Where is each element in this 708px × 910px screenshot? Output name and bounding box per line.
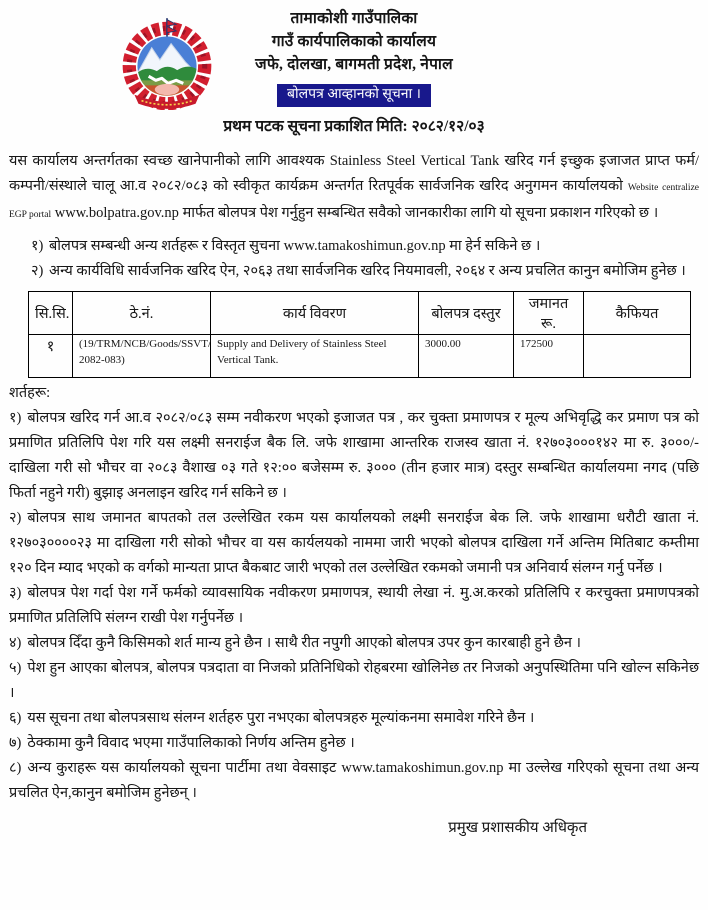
term-text: पेश हुन आएका बोलपत्र, बोलपत्र पत्रदाता वा निजको प्रतिनिधिको रोहबरमा खोलिनेछ तर निजको अनुपस्थितिमा पनि खोल्न सकिनेछ । — [9, 660, 699, 701]
nepal-emblem-logo — [114, 16, 220, 110]
term-number: ८) — [9, 760, 22, 776]
intro-seg3: मार्फत बोलपत्र पेश गर्नुहुन सम्बन्धित सवैको जानकारीका लागि यो सूचना प्रकाशन गरिएको छ । — [182, 205, 659, 221]
term-text: ठेक्कामा कुनै विवाद भएमा गाउँपालिकाको निर्णय अन्तिम हुनेछ । — [27, 735, 355, 751]
cell-contract-no: (19/TRM/NCB/Goods/SSVT/ 2082-083) — [73, 335, 211, 378]
term-item-4 — [9, 631, 699, 656]
term-text: बोलपत्र पेश गर्दा पेश गर्ने फर्मको व्यावसायिक नवीकरण प्रमाणपत्र, स्थायी लेखा नं. मु.अ.करको प्रतिलिपि र करचुक्ता प्रमाणपत्रको प्रमाणित प्रतिलिपि संलग्न राखी पेश गर्नुपर्नेछ । — [9, 585, 699, 626]
publish-date-line: प्रथम पटक सूचना प्रकाशित मिति: २०८२/१२/०३ — [223, 118, 485, 135]
col-header-work-description: कार्य विवरण — [211, 292, 419, 335]
notice-item-1 — [31, 234, 699, 259]
table-header-row — [29, 292, 691, 335]
terms-heading: शर्तहरू: — [9, 385, 51, 401]
cell-bid-fee: 3000.00 — [419, 335, 514, 378]
notice-number: १) — [31, 238, 44, 254]
municipality-website-url: www.tamakoshimun.gov.np — [283, 238, 446, 254]
term-item-7 — [9, 731, 699, 756]
notice-title-banner: बोलपत्र आव्हानको सूचना । — [277, 84, 431, 107]
table-row — [29, 335, 691, 378]
cell-remarks — [584, 335, 691, 378]
term-item-2 — [9, 506, 699, 581]
notice-text: अन्य कार्यविधि सार्वजनिक खरिद ऐन, २०६३ तथा सार्वजनिक खरिद नियमावली, २०६४ र अन्य प्रचलित कानुन बमोजिम हुनेछ । — [49, 263, 686, 279]
term-number: २) — [9, 510, 22, 526]
term-number: ३) — [9, 585, 22, 601]
col-header-serial: सि.सि. — [29, 292, 73, 335]
bolpatra-url: www.bolpatra.gov.np — [51, 205, 183, 221]
terms-list — [9, 406, 699, 806]
term-number: ७) — [9, 735, 22, 751]
notice-text-tail: मा हेर्न सकिने छ । — [445, 238, 541, 254]
term-item-5 — [9, 656, 699, 706]
cell-work-description: Supply and Delivery of Stainless Steel Vertical Tank. — [211, 335, 419, 378]
term-text: यस सूचना तथा बोलपत्रसाथ संलग्न शर्तहरु पुरा नभएका बोलपत्रहरु मूल्यांकनमा समावेश गरिने छैन । — [27, 710, 535, 726]
col-header-deposit: जमानत रू. — [514, 292, 584, 335]
term-text: बोलपत्र साथ जमानत बापतको तल उल्लेखित रकम यस कार्यालयको लक्ष्मी सनराईज बेक लि. जफे शाखामा धरौटी खाता नं. १२७०३००००२३ मा दाखिला गरी सोको भौचर वा यस कार्यलयको नाममा जारी भएको बोलपत्र दाखिला गर्ने अन्तिम मितिबाट कम्तीमा १२० दिन म्याद भएको क वर्गको मान्यता प्राप्त बैकबाट जारी भएको तल उल्लेखित रकमको जमानी पत्र अनिवार्य संलग्न गर्नु पर्नेछ । — [9, 510, 699, 576]
term-number: ४) — [9, 635, 22, 651]
municipality-name: तामाकोशी गाउँपालिका — [290, 10, 418, 27]
term-number: ६) — [9, 710, 22, 726]
tender-table — [28, 291, 691, 378]
egp-portal-label: Website centralize EGP portal — [9, 183, 700, 220]
term-text: बोलपत्र खरिद गर्न आ.व २०८२/०८३ सम्म नवीकरण भएको इजाजत पत्र , कर चुक्ता प्रमाणपत्र र मूल्य अभिवृद्धि कर प्रमाण पत्र को प्रमाणित प्रतिलिपि पेश गरि यस लक्ष्मी सनराईज बैक लि. जफे शाखामा आन्तरिक राजस्व खाता नं. १२७०३०००१४२ मा रु. ३०००/- दाखिला गरी सो भौचर वा २०८३ वैशाख ०३ गते १२:०० बजेसम्म रु. ३००० (तीन हजार मात्र) दस्तुर सम्बन्धित कार्यालयमा नगद (पछि फिर्ता नहुने गरी) बुझाइ अनलाइन खरिद गर्न सकिने छ । — [9, 410, 699, 501]
col-header-remarks: कैफियत — [584, 292, 691, 335]
document-header — [0, 0, 708, 136]
tender-item-name: Stainless Steel Vertical Tank — [329, 153, 500, 169]
banner-row — [0, 84, 708, 107]
col-header-contract-no: ठे.नं. — [73, 292, 211, 335]
term-item-3 — [9, 581, 699, 631]
cell-deposit: 172500 — [514, 335, 584, 378]
term-item-6 — [9, 706, 699, 731]
term-text: अन्य कुराहरू यस कार्यालयको सूचना पार्टीमा तथा वेवसाइट — [27, 760, 342, 776]
notice-list — [31, 234, 699, 284]
notice-text: बोलपत्र सम्बन्धी अन्य शर्तहरू र विस्तृत सुचना — [49, 238, 284, 254]
signatory-title: प्रमुख प्रशासकीय अधिकृत — [448, 820, 587, 836]
term-item-1 — [9, 406, 699, 506]
term-number: ५) — [9, 660, 22, 676]
office-name: गाउँ कार्यपालिकाको कार्यालय — [271, 33, 437, 50]
municipality-website-url: www.tamakoshimun.gov.np — [341, 760, 504, 776]
col-header-bid-fee: बोलपत्र दस्तुर — [419, 292, 514, 335]
office-address: जफे, दोलखा, बागमती प्रदेश, नेपाल — [255, 56, 453, 73]
term-number: १) — [9, 410, 22, 426]
term-text: बोलपत्र दिँदा कुनै किसिमको शर्त मान्य हुने छैन । साथै रीत नपुगी आएको बोलपत्र उपर कुन कारबाही हुने छैन । — [27, 635, 582, 651]
intro-paragraph — [9, 149, 699, 228]
term-item-8 — [9, 756, 699, 806]
document-body — [0, 149, 708, 837]
cell-serial: १ — [29, 335, 73, 378]
notice-item-2 — [31, 259, 699, 284]
intro-seg1: यस कार्यालय अन्तर्गतका स्वच्छ खानेपानीको लागि आवश्यक — [9, 153, 330, 169]
intro-seg2: खरिद गर्न इच्छुक इजाजत प्राप्त फर्म/कम्पनी/संस्थाले चालू आ.व २०८२/०८३ को स्वीकृत कार्यक्रम अन्तर्गत रितपूर्वक सार्वजनिक खरिद अनुगमन कार्यालयको — [9, 153, 699, 194]
notice-number: २) — [31, 263, 44, 279]
term-text-tail: मा उल्लेख गरिएको सूचना तथा अन्य प्रचलित ऐन,कानुन बमोजिम हुनेछन् । — [9, 760, 699, 801]
